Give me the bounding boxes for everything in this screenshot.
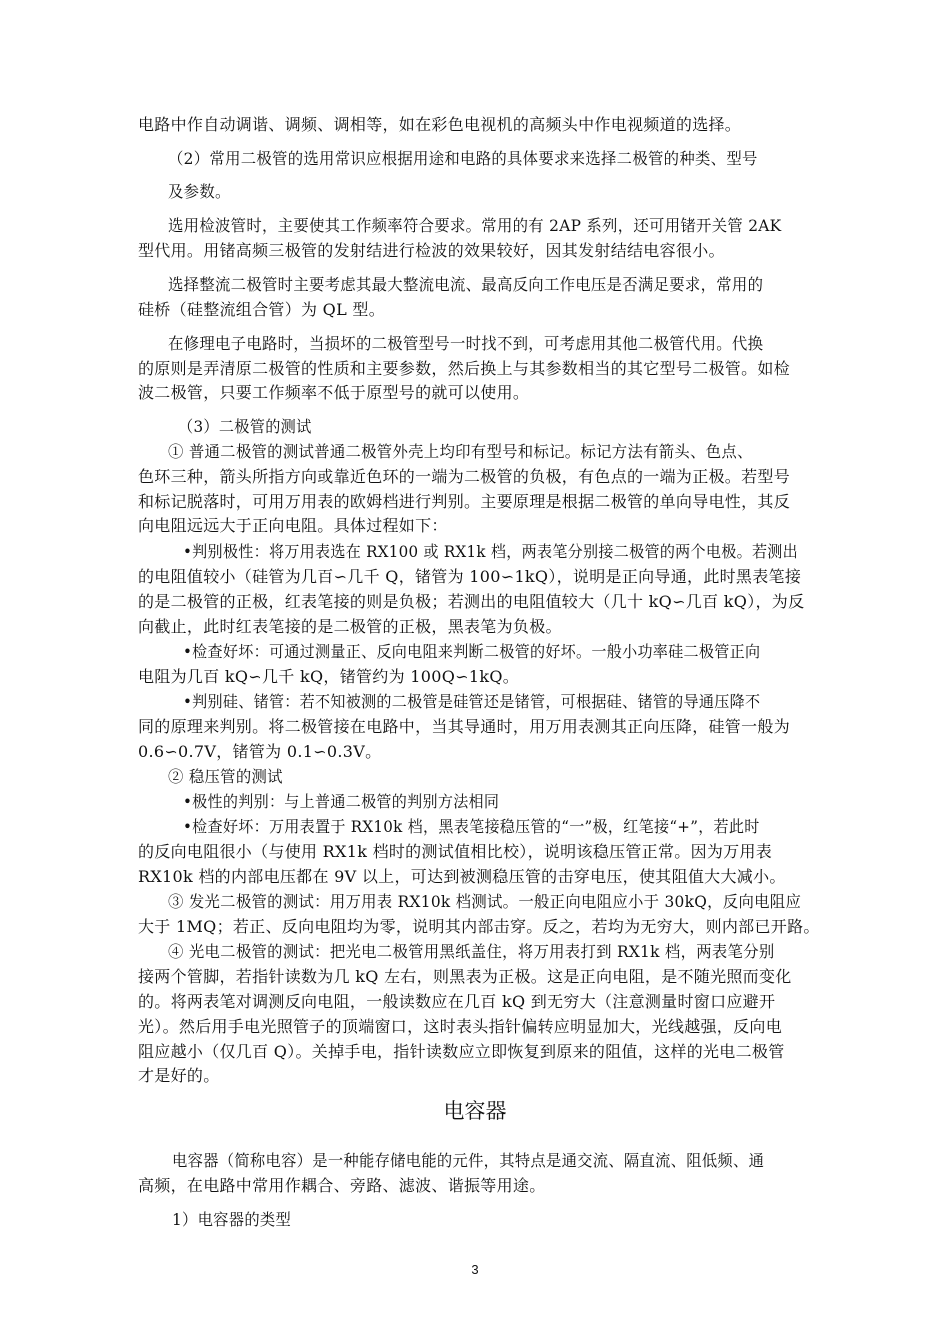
text-line: 阻应越小（仅几百 Q）。关掉手电，指针读数应立即恢复到原来的阻值，这样的光电二极管 <box>138 1042 785 1061</box>
text-line: 和标记脱落时，可用万用表的欧姆档进行判别。主要原理是根据二极管的单向导电性，其反 <box>138 492 791 511</box>
bullet-line: •检查好坏：可通过测量正、反向电阻来判断二极管的好坏。一般小功率硅二极管正向 <box>183 642 761 661</box>
text-line: 选择整流二极管时主要考虑其最大整流电流、最高反向工作电压是否满足要求，常用的 <box>168 275 764 294</box>
text-line: 电阻为几百 kQ∽几千 kQ，锗管约为 100Q∽1kQ。 <box>138 667 520 686</box>
text-line: 接两个管脚，若指针读数为几 kQ 左右，则黑表为正极。这是正向电阻，是不随光照而变化 <box>138 967 792 986</box>
section-heading: 1）电容器的类型 <box>172 1210 292 1229</box>
text-line: 0.6∽0.7V，锗管为 0.1∽0.3V。 <box>138 742 382 761</box>
bullet-line: •判别极性：将万用表选在 RX100 或 RX1k 档，两表笔分别接二极管的两个电极。若测出 <box>183 542 799 561</box>
text-line: 大于 1MQ；若正、反向电阻均为零，说明其内部击穿。反之，若均为无穷大，则内部已开路。 <box>138 917 820 936</box>
text-line: 光）。然后用手电光照管子的顶端窗口，这时表头指针偏转应明显加大，光线越强，反向电 <box>138 1017 783 1036</box>
text-line: 硅桥（硅整流组合管）为 QL 型。 <box>138 300 386 319</box>
text-line: ① 普通二极管的测试普通二极管外壳上均印有型号和标记。标记方法有箭头、色点、 <box>168 442 753 461</box>
text-line: 才是好的。 <box>138 1066 220 1085</box>
text-line: 型代用。用锗高频三极管的发射结进行检波的效果较好，因其发射结结电容很小。 <box>138 241 725 260</box>
text-line: 的。将两表笔对调测反向电阻，一般读数应在几百 kQ 到无穷大（注意测量时窗口应避开 <box>138 992 776 1011</box>
text-line: 选用检波管时，主要使其工作频率符合要求。常用的有 2AP 系列，还可用锗开关管 2AK <box>168 216 782 235</box>
text-line: 的反向电阻很小（与使用 RX1k 档时的测试值相比校），说明该稳压管正常。因为万用表 <box>138 842 773 861</box>
text-line: 在修理电子电路时，当损坏的二极管型号一时找不到，可考虑用其他二极管代用。代换 <box>168 334 764 353</box>
text-line: 电容器（简称电容）是一种能存储电能的元件，其特点是通交流、隔直流、阻低频、通 <box>172 1151 765 1170</box>
bullet-line: •判别硅、锗管：若不知被测的二极管是硅管还是锗管，可根据硅、锗管的导通压降不 <box>183 692 761 711</box>
text-line: 向电阻远远大于正向电阻。具体过程如下： <box>138 516 448 535</box>
section-heading: ② 稳压管的测试 <box>168 767 283 786</box>
chapter-title: 电容器 <box>443 1099 507 1123</box>
section-heading: （3）二极管的测试 <box>178 417 312 436</box>
text-line: 的电阻值较小（硅管为几百∽几千 Q，锗管为 100∽1kQ），说明是正向导通，此时黑表笔接 <box>138 567 802 586</box>
text-line: 及参数。 <box>168 182 231 201</box>
text-line: 向截止，此时红表笔接的是二极管的正极，黑表笔为负极。 <box>138 617 562 636</box>
text-line: 高频，在电路中常用作耦合、旁路、滤波、谐振等用途。 <box>138 1176 546 1195</box>
text-line: 色环三种，箭头所指方向或靠近色环的一端为二极管的负极，有色点的一端为正极。若型号 <box>138 467 791 486</box>
text-line: 电路中作自动调谐、调频、调相等，如在彩色电视机的高频头中作电视频道的选择。 <box>138 115 742 134</box>
text-line: RX10k 档的内部电压都在 9V 以上，可达到被测稳压管的击穿电压，使其阻值大大减小。 <box>138 867 786 886</box>
text-line: 的原则是弄清原二极管的性质和主要参数，然后换上与其参数相当的其它型号二极管。如检 <box>138 359 791 378</box>
text-line: （2）常用二极管的选用常识应根据用途和电路的具体要求来选择二极管的种类、型号 <box>168 149 758 168</box>
page-number: 3 <box>471 1262 479 1277</box>
text-line: ③ 发光二极管的测试：用万用表 RX10k 档测试。一般正向电阻应小于 30kQ，反向电阻应 <box>168 892 802 911</box>
text-line: 的是二极管的正极，红表笔接的则是负极；若测出的电阻值较大（几十 kQ∽几百 kQ），为反 <box>138 592 805 611</box>
bullet-line: •检查好坏：万用表置于 RX10k 档，黑表笔接稳压管的“一”极，红笔接“+”，若此时 <box>183 817 760 836</box>
text-line: 波二极管，只要工作频率不低于原型号的就可以使用。 <box>138 383 530 402</box>
text-line: ④ 光电二极管的测试：把光电二极管用黑纸盖住，将万用表打到 RX1k 档，两表笔分别 <box>168 942 775 961</box>
text-line: 同的原理来判别。将二极管接在电路中，当其导通时，用万用表测其正向压降，硅管一般为 <box>138 717 791 736</box>
bullet-line: •极性的判别：与上普通二极管的判别方法相同 <box>183 792 500 811</box>
